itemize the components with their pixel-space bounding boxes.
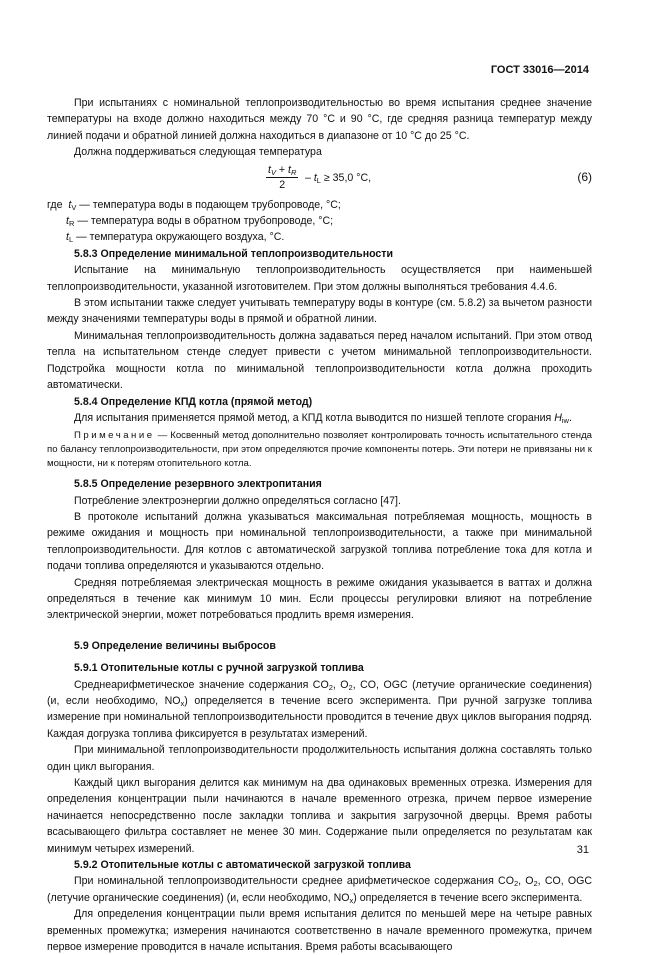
formula-6 — [47, 161, 592, 197]
document-code: ГОСТ 33016—2014 — [490, 64, 589, 76]
formula-denominator: 2 — [279, 178, 286, 191]
paragraph: Для испытания применяется прямой метод, а КПД котла выводится по низшей теплоте сгорания $H_{iw}$. — [74, 411, 572, 425]
heading-5-8-5: 5.8.5 Определение резервного электропитания — [74, 478, 322, 491]
paragraph: В протоколе испытаний должна указываться максимальная потребляемая мощность, мощность в режиме ожидания и мощность при номинальной теплопроизводительности, а также при минимальной теплопроизводительности. Для котлов с автоматической загрузкой топлива потребление тока для котла и подачи топлива определяются и указываются отдельно. — [47, 510, 592, 573]
heading-5-9-1: 5.9.1 Отопительные котлы с ручной загрузкой топлива — [74, 662, 364, 675]
paragraph: Среднеарифметическое значение содержания $CO_2$, $O_2$, CO, OGC (летучие органические соединения) (и, если необходимо, $NO_x$) определяется в течение всего эксперимента. При ручной загрузке топлива измерение при номинальной теплопроизводительности проводится в течение двух циклов выгорания подряд. Каждая догрузка топлива фиксируется в результатах измерений. — [47, 678, 592, 740]
paragraph: Средняя потребляемая электрическая мощность в режиме ожидания указывается в ваттах и должна определяться в течение как минимум 10 мин. Если процессы регулировки влияют на потребление электрической энергии, может потребоваться продлить время измерения. — [47, 576, 592, 622]
paragraph: При минимальной теплопроизводительности продолжительность испытания должна составлять только один цикл выгорания. — [47, 744, 592, 773]
heading-5-8-4: 5.8.4 Определение КПД котла (прямой метод) — [74, 395, 313, 408]
legend-line: где $t_V$ — температура воды в подающем трубопроводе, °С; — [47, 198, 341, 212]
paragraph: Минимальная теплопроизводительность должна задаваться перед началом испытаний. При этом отвод тепла на испытательном стенде следует привести с учетом минимальной теплопроизводительности. Подстройка мощности котла по минимальной теплопроизводительности котла должна проходить автоматически. — [47, 329, 592, 392]
formula-numerator: $t_V + t_R$ — [268, 163, 297, 177]
heading-5-9-2: 5.9.2 Отопительные котлы с автоматической загрузкой топлива — [74, 859, 411, 872]
paragraph: Для определения концентрации пыли время испытания делится по меньшей мере на четыре равных временных промежутка; измерения начинаются соответственно в начале временного промежутка, причем первое измерение проводится в начале испытания. Время работы всасывающего — [47, 908, 592, 954]
page-number: 31 — [576, 844, 589, 856]
formula-legend — [47, 197, 592, 246]
paragraph: Должна поддерживаться следующая температура — [74, 146, 322, 159]
paragraph: В этом испытании также следует учитывать температуру воды в контуре (см. 5.8.2) за вычетом разности между значениями температуры воды в прямой и обратной линии. — [47, 297, 592, 326]
paragraph: Каждый цикл выгорания делится как минимум на два одинаковых временных отрезка. Измерения для определения концентрации пыли начинаются в начале временного отрезка, причем первое измерение начинается непосредственно после закладки топлива и закрытия загрузочной дверцы. Время работы всасывающего фильтра составляет не менее 30 мин. Содержание пыли определяется по результатам как минимум четырех измерений. — [47, 777, 592, 855]
heading-5-9: 5.9 Определение величины выбросов — [74, 639, 276, 652]
paragraph: Испытание на минимальную теплопроизводительность осуществляется при наименьшей теплопроизводительности, указанной изготовителем. При этом должны выполняться требования 4.4.6. — [47, 264, 592, 293]
formula-rest: – $t_L \ge 35,0$ °С, — [305, 171, 372, 185]
note: Примечание — Косвенный метод дополнительно позволяет контролировать точность испытательного стенда по балансу теплопроизводительности, при этом определяются прочие компоненты потерь. Эти потери не привязаны ни к мощности, ни к потерям отопительного котла. — [47, 430, 592, 469]
paragraph: При испытаниях с номинальной теплопроизводительностью во время испытания среднее значение температуры на входе должно находиться между 70 °С и 90 °С, где средняя разница температур между линией подачи и обратной линией должна находиться в диапазоне от 10 °С до 25 °С. — [47, 97, 592, 142]
document-body — [47, 95, 592, 955]
heading-5-8-3: 5.8.3 Определение минимальной теплопроизводительности — [74, 247, 394, 260]
formula-fraction — [266, 163, 298, 192]
paragraph: При номинальной теплопроизводительности среднее арифметическое содержания $CO_2$, $O_2$, CO, OGC (летучие органические соединения) (и, если необходимо, $NO_x$) определяется в течение всего эксперимента. — [47, 875, 592, 905]
equation-number: (6) — [577, 169, 592, 184]
legend-line: $t_L$ — температура окружающего воздуха, °С. — [66, 231, 285, 245]
paragraph: Потребление электроэнергии должно определяться согласно [47]. — [74, 494, 401, 507]
legend-line: $t_R$ — температура воды в обратном трубопроводе, °С; — [66, 215, 334, 229]
